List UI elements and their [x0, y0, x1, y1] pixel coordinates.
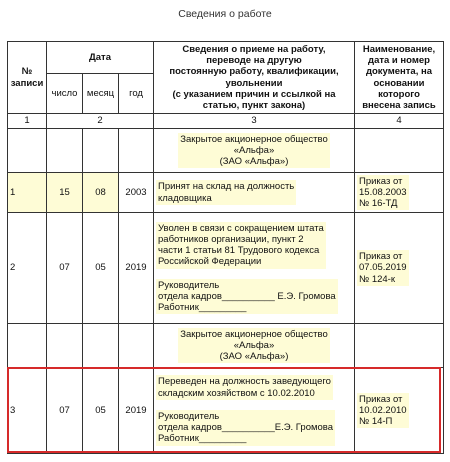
signature-block: Руководитель отдела кадров__________Е.Э. Громова Работник_________	[158, 410, 334, 445]
table-row	[8, 173, 444, 213]
header-day: число	[47, 74, 83, 114]
table-row	[8, 368, 444, 454]
record-year: 2019	[119, 368, 154, 454]
table-row	[8, 213, 444, 324]
record-month: 08	[83, 173, 119, 213]
header-year: год	[119, 74, 154, 114]
header-month: месяц	[83, 74, 119, 114]
record-month: 05	[83, 368, 119, 454]
record-day: 07	[47, 213, 83, 324]
record-info: Уволен в связи с сокращением штата работников организации, пункт 2 части 1 статьи 81 Трудового кодекса Российской Федерации Руководитель отдела кадров__________ Е.Э. Громова Работник_________	[154, 213, 355, 324]
header-document: Наименование, дата и номер документа, на основании которого внесена запись	[355, 42, 444, 114]
record-number: 3	[8, 368, 47, 454]
table-row	[8, 324, 444, 368]
column-number: 4	[355, 114, 444, 129]
header-date: Дата	[47, 42, 154, 74]
record-year: 2003	[119, 173, 154, 213]
work-record-table	[7, 41, 444, 454]
record-number: 2	[8, 213, 47, 324]
table-row	[8, 129, 444, 173]
record-info: Переведен на должность заведующего складским хозяйством с 10.02.2010 Руководитель отдела кадров__________Е.Э. Громова Работник_________	[154, 368, 355, 454]
header-record-number: № записи	[8, 42, 47, 114]
record-document: Приказ от 10.02.2010 № 14-П	[355, 368, 444, 454]
record-document: Приказ от 15.08.2003 № 16-ТД	[355, 173, 444, 213]
record-month: 05	[83, 213, 119, 324]
organization-name: Закрытое акционерное общество «Альфа» (ЗАО «Альфа»)	[154, 324, 355, 368]
record-info: Принят на склад на должность кладовщика	[154, 173, 355, 213]
header-info: Сведения о приеме на работу, переводе на другую постоянную работу, квалификации, увольнении (с указанием причин и ссылкой на статью, пункт закона)	[154, 42, 355, 114]
column-number: 2	[47, 114, 154, 129]
record-year: 2019	[119, 213, 154, 324]
record-day: 15	[47, 173, 83, 213]
record-document: Приказ от 07.05.2019 № 124-к	[355, 213, 444, 324]
record-number: 1	[8, 173, 47, 213]
page-title: Сведения о работе	[178, 8, 272, 20]
record-day: 07	[47, 368, 83, 454]
organization-name: Закрытое акционерное общество «Альфа» (ЗАО «Альфа»)	[154, 129, 355, 173]
signature-block: Руководитель отдела кадров__________ Е.Э. Громова Работник_________	[158, 279, 336, 313]
column-number: 3	[154, 114, 355, 129]
column-number: 1	[8, 114, 47, 129]
